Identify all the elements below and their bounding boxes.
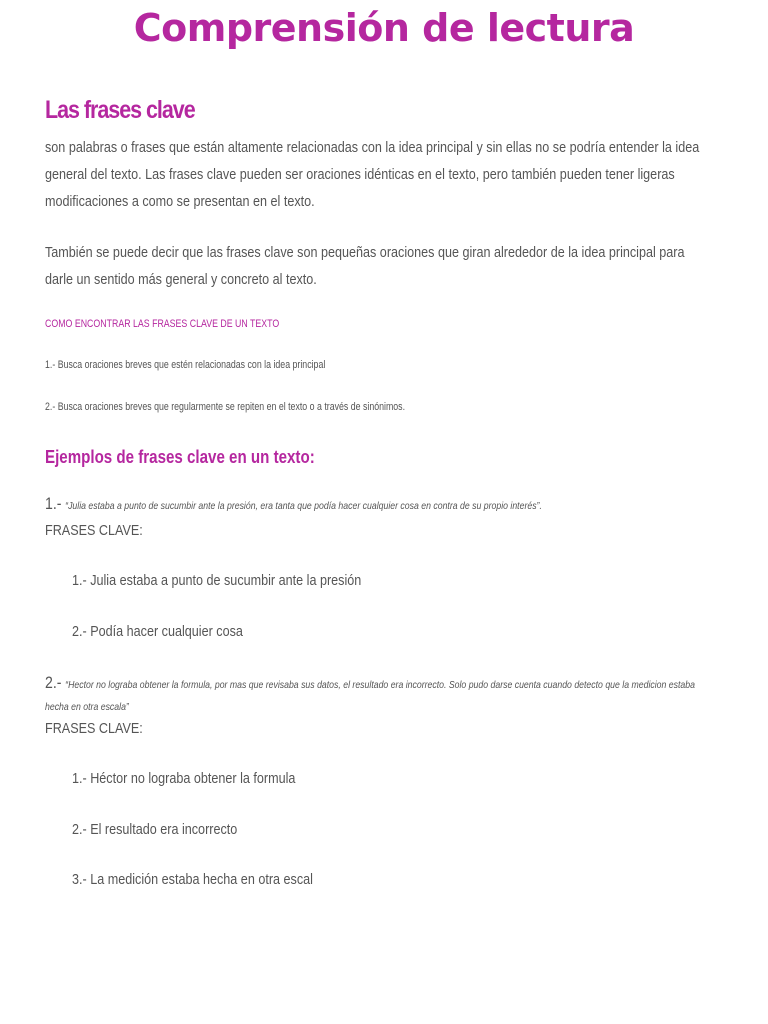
key-phrase-item: 2.- Podía hacer cualquier cosa (72, 623, 243, 640)
examples-heading: Ejemplos de frases clave en un texto: (45, 447, 315, 467)
key-phrase-item: 2.- El resultado era incorrecto (72, 821, 238, 838)
page-title: Comprensión de lectura (133, 6, 635, 50)
tip-item: 1.- Busca oraciones breves que estén relacionadas con la idea principal (45, 359, 326, 371)
key-phrase-item: 1.- Héctor no lograba obtener la formula (72, 770, 296, 787)
key-phrase-item: 3.- La medición estaba hecha en otra escal (72, 871, 313, 888)
example-quote (45, 673, 701, 718)
tip-item: 2.- Busca oraciones breves que regularmente se repiten en el texto o a través de sinónimos. (45, 401, 406, 413)
how-to-heading: COMO ENCONTRAR LAS FRASES CLAVE DE UN TEXTO (45, 318, 280, 330)
example-number: 1.- (45, 494, 62, 513)
key-phrases-label: FRASES CLAVE: (45, 720, 143, 737)
section-heading: Las frases clave (45, 96, 195, 124)
key-phrase-item: 1.- Julia estaba a punto de sucumbir ante la presión (72, 572, 362, 589)
example-quote (45, 494, 701, 517)
key-phrases-label: FRASES CLAVE: (45, 522, 143, 539)
intro-paragraph: son palabras o frases que están altamente relacionadas con la idea principal y sin ellas no se podría entender la idea general del texto. Las frases clave pueden ser oraciones idénticas en el texto, pero también pueden tener ligeras modificaciones a como se presentan en el texto. (45, 139, 700, 210)
second-paragraph: También se puede decir que las frases clave son pequeñas oraciones que giran alrededor de la idea principal para darle un sentido más general y concreto al texto. (45, 244, 685, 288)
example-quote-text: “Julia estaba a punto de sucumbir ante la presión, era tanta que podía hacer cualquier cosa en contra de su propio interés”. (65, 500, 542, 512)
example-quote-text: “Hector no lograba obtener la formula, por mas que revisaba sus datos, el resultado era incorrecto. Solo pudo darse cuenta cuando detecto que la medicion estaba hecha en otra escala” (45, 679, 695, 713)
example-number: 2.- (45, 673, 62, 692)
